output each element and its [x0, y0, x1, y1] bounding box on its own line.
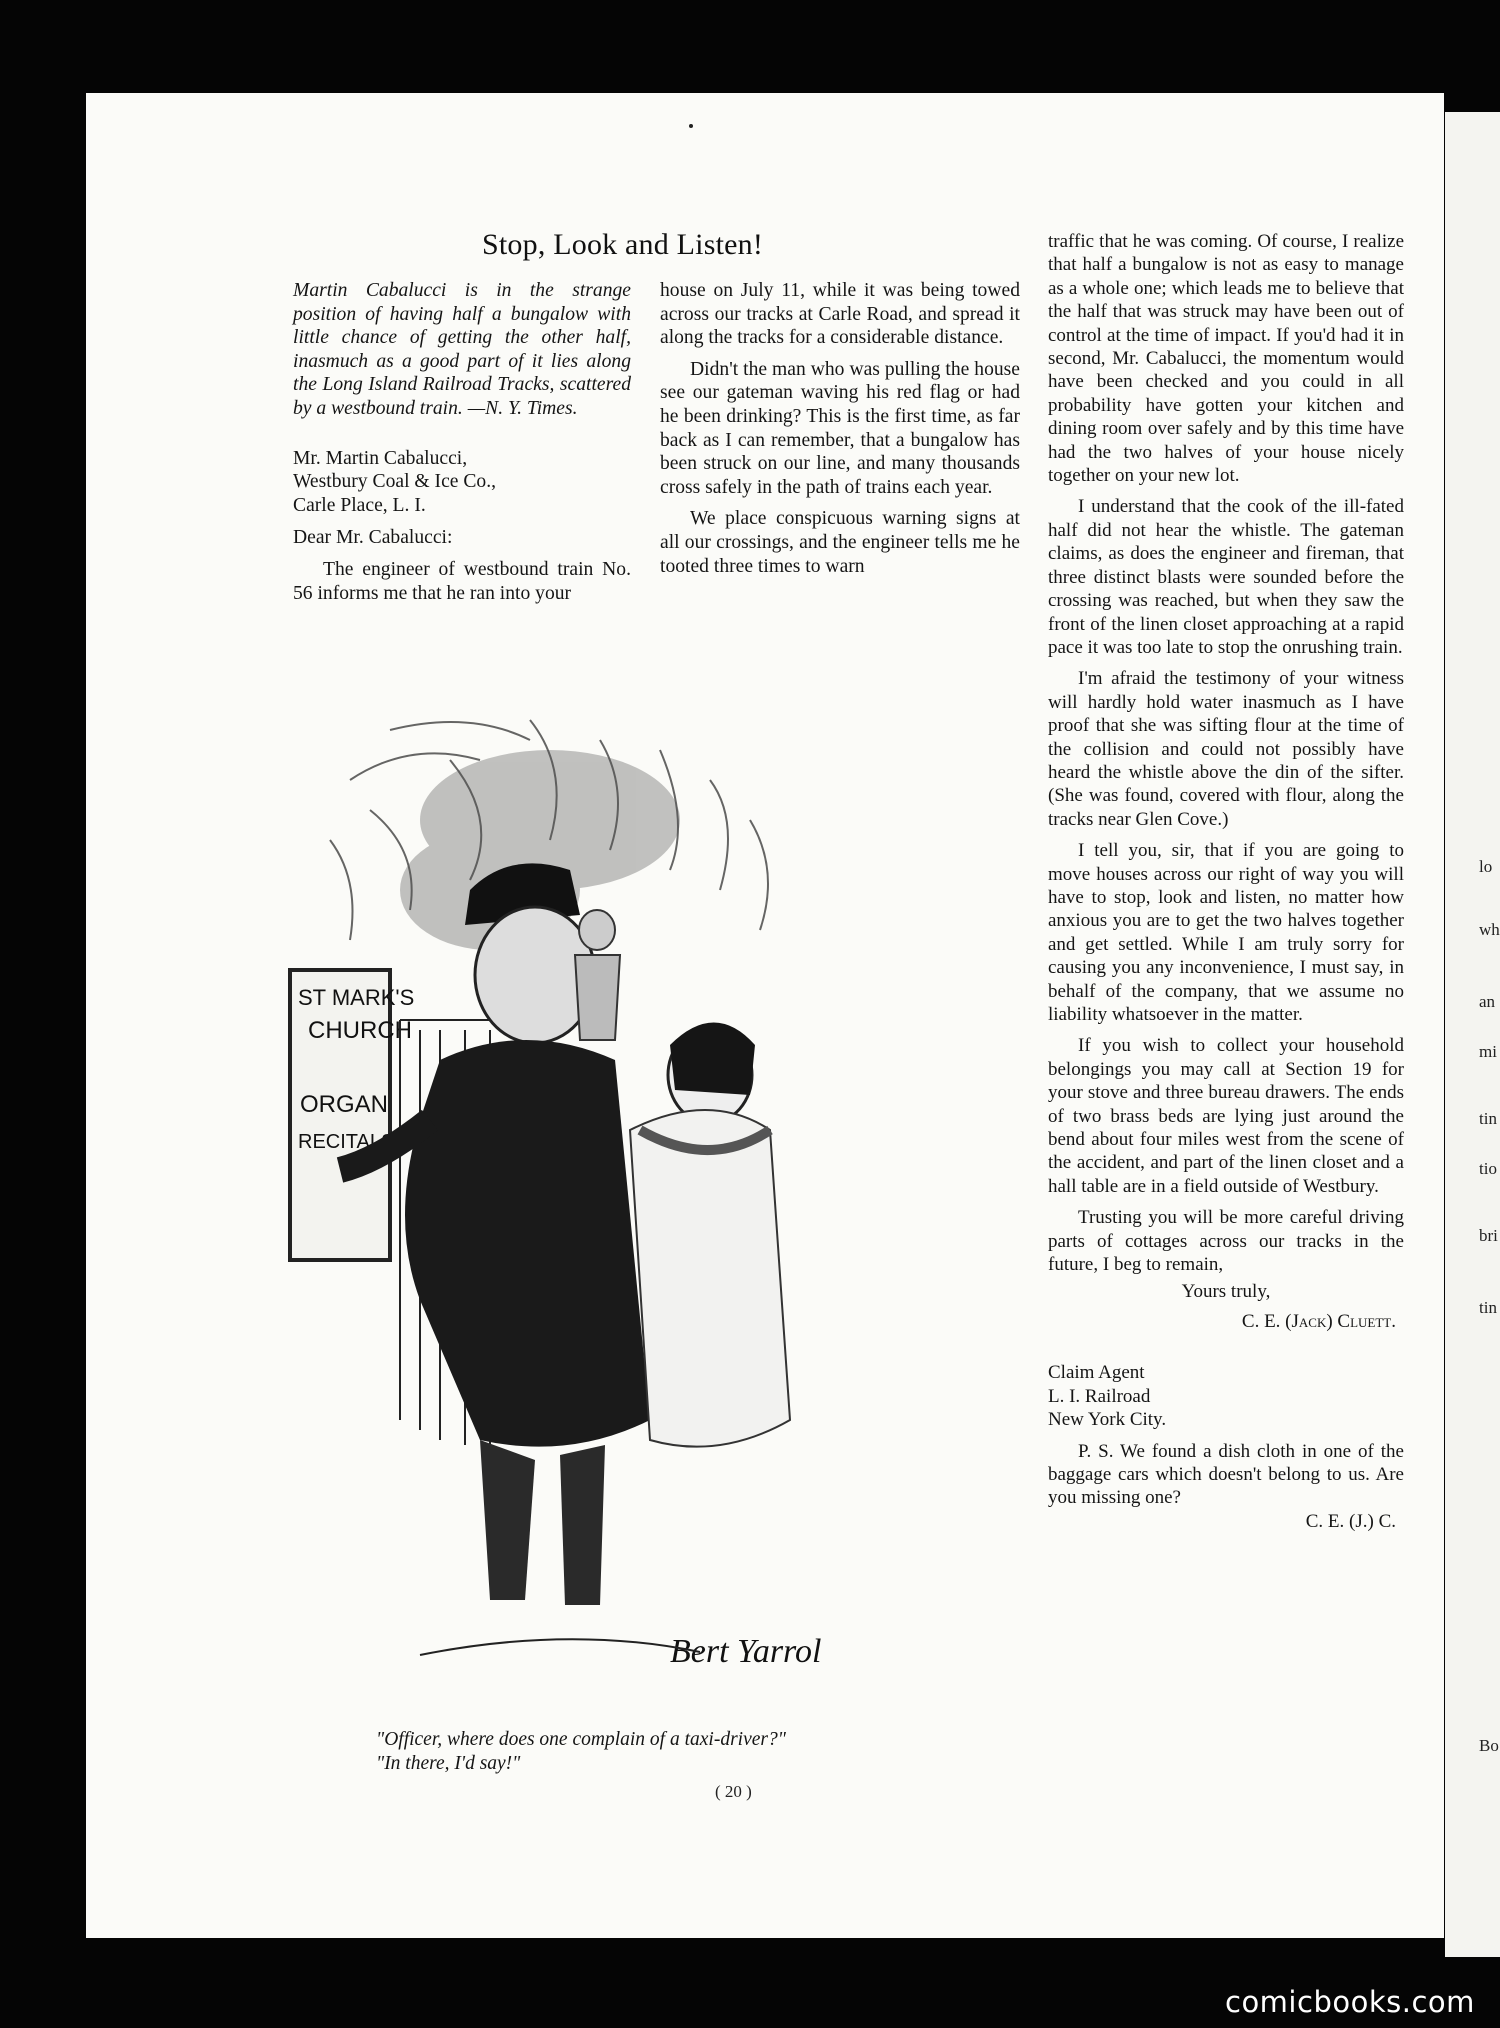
signature-surname: ) Cluett. [1326, 1310, 1396, 1332]
article-title: Stop, Look and Listen! [482, 228, 764, 261]
background-figure [575, 910, 620, 1040]
signature [1048, 1310, 1404, 1333]
adjacent-fragment: bri [1479, 1226, 1498, 1245]
cartoon-caption [376, 1728, 786, 1776]
sign-line: ORGAN [300, 1091, 389, 1118]
adjacent-fragment: tin [1479, 1109, 1497, 1128]
address-block [293, 447, 631, 518]
postscript: P. S. We found a dish cloth in one of the baggage cars which doesn't belong to us. Are you missing one? [1048, 1440, 1404, 1509]
adjacent-fragment: tio [1479, 1159, 1497, 1178]
title-line: New York City. [1048, 1409, 1167, 1431]
paragraph: We place conspicuous warning signs at all our crossings, and the engineer tells me he tooted three times to warn [660, 508, 1020, 577]
adjacent-fragment: Bo [1479, 1736, 1499, 1755]
site-watermark: comicbooks.com [1225, 1985, 1475, 2019]
paragraph: traffic that he was coming. Of course, I realize that half a bungalow is not as easy to manage as a whole one; which leads me to believe that the half that was struck may have been out of control at the time of impact. If you'd had it in second, Mr. Cabalucci, the momentum would have been checked and you could in all probability have gotten your kitchen and dining room over safely and by this time have had the two halves of your house nicely together on your new lot. [1048, 231, 1404, 487]
caption-line-2: "In there, I'd say!" [376, 1753, 521, 1774]
cartoon-illustration [270, 700, 1030, 1700]
column-2 [660, 279, 1020, 586]
adjacent-page-edge [1445, 112, 1500, 1957]
paragraph: If you wish to collect your household belongings you may call at Section 19 for your stove and three bureau drawers. The ends of two brass beds are lying just around the bend about four miles west from the scene of the accident, and part of the linen closet and a hall table are in a field outside of Westbury. [1048, 1035, 1404, 1197]
sign-line: ST MARK'S [298, 985, 415, 1010]
adjacent-fragment: wh [1479, 920, 1500, 939]
print-dot [689, 124, 693, 128]
salutation: Dear Mr. Cabalucci: [293, 527, 453, 549]
paragraph: house on July 11, while it was being towed across our tracks at Carle Road, and spread it along the tracks for a considerable distance. [660, 280, 1020, 349]
address-line: Carle Place, L. I. [293, 494, 426, 516]
woman-figure [630, 1023, 790, 1447]
artist-signature: Bert Yarrol [670, 1633, 822, 1670]
paragraph: I understand that the cook of the ill-fated half did not hear the whistle. The gateman claims, as does the engineer and fireman, that three distinct blasts were sounded before the crossing was reached, but when they saw the front of the linen closet approaching at a rapid pace it was too late to stop the onrushing train. [1048, 496, 1404, 658]
sign-line: RECITALS [298, 1131, 395, 1153]
postscript-initials: C. E. (J.) C. [1305, 1510, 1396, 1532]
signature-nickname: Jack [1291, 1310, 1327, 1332]
paragraph: Trusting you will be more careful driving parts of cottages across our tracks in the future, I beg to remain, [1048, 1207, 1404, 1276]
caption-line-1: "Officer, where does one complain of a taxi-driver?" [376, 1729, 786, 1750]
paragraph: I tell you, sir, that if you are going to move houses across our right of way you will have to stop, look and listen, no matter how anxious you are to get the two halves together and get settled. While I am truly sorry for causing you any inconvenience, I must say, in behalf of the company, that we assume no liability whatsoever in the matter. [1048, 840, 1404, 1025]
column-3 [1048, 230, 1404, 1541]
title-line: Claim Agent [1048, 1362, 1145, 1384]
column-1 [293, 279, 631, 613]
page-number: ( 20 ) [715, 1782, 752, 1801]
adjacent-fragment: tin [1479, 1298, 1497, 1317]
church-sign [290, 970, 414, 1260]
intro-note: Martin Cabalucci is in the strange position of having half a bungalow with little chance of getting the other half, inasmuch as a good part of it lies along the Long Island Railroad Tracks, scattered by a westbound train. —N. Y. Times. [293, 280, 631, 419]
adjacent-fragment: mi [1479, 1042, 1497, 1061]
paragraph: Didn't the man who was pulling the house see our gateman waving his red flag or had he been drinking? This is the first time, as far back as I can remember, that a bungalow has been struck on our line, and many thousands cross safely in the path of trains each year. [660, 358, 1020, 498]
title-line: L. I. Railroad [1048, 1385, 1151, 1407]
sign-line: CHURCH [308, 1017, 412, 1044]
address-line: Westbury Coal & Ice Co., [293, 471, 497, 493]
title-block [1048, 1361, 1404, 1431]
paragraph: The engineer of westbound train No. 56 informs me that he ran into your [293, 558, 631, 604]
adjacent-fragment: an [1479, 992, 1496, 1011]
adjacent-fragment: lo [1479, 857, 1493, 876]
signature-prefix: C. E. ( [1241, 1310, 1292, 1332]
address-line: Mr. Martin Cabalucci, [293, 447, 468, 469]
closing: Yours truly, [1181, 1281, 1271, 1303]
paragraph: I'm afraid the testimony of your witness will hardly hold water inasmuch as I have proof that she was sifting flour at the time of the collision and could not possibly have heard the whistle above the din of the sifter. (She was found, covered with flour, along the tracks near Glen Cove.) [1048, 668, 1404, 830]
